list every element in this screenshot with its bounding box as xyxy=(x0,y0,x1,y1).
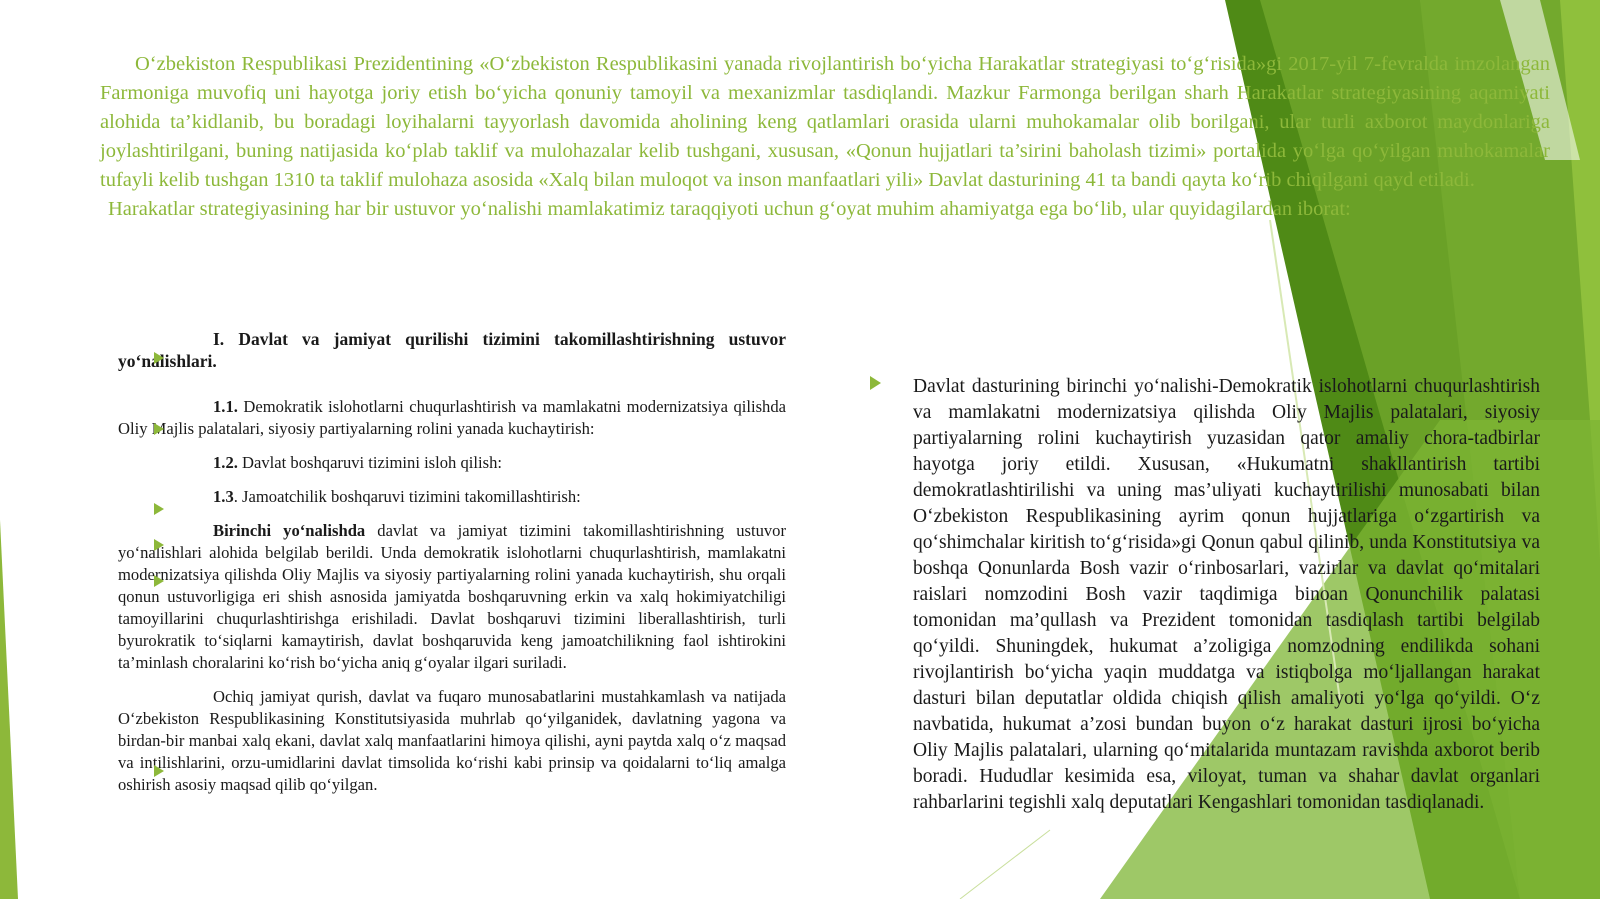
thin-line-bottom xyxy=(960,830,1050,899)
item-text: Demokratik islohotlarni chuqurlashtirish va mamlakatni modernizatsiya qilishda Oliy Majlis palatalari, siyosiy partiyalarning rolini yanada kuchaytirish: xyxy=(118,397,786,438)
bullet-arrow-icon xyxy=(154,503,164,515)
bullet-arrow-icon xyxy=(154,539,164,551)
item-number: 1.3 xyxy=(213,487,234,506)
left-column xyxy=(118,328,786,796)
item-number: 1.2. xyxy=(213,453,238,472)
open-society-paragraph: Ochiq jamiyat qurish, davlat va fuqaro munosabatlarini mustahkamlash va natijada O‘zbekiston Respublikasining Konstitutsiyasida muhrlab qo‘yilganidek, davlatning yagona va birdan-bir manbai xalq ekani, davlat xalq manfaatlarini himoya qilishi, ayni paytda xalq o‘z maqsad va intilishlarini, orzu-umidlarini davlat timsolida ko‘rishi kabi prinsip va qoidalarni to‘liq amalga oshirish asosiy maqsad qilib qo‘yilgan. xyxy=(118,687,786,794)
intro-paragraph: O‘zbekiston Respublikasi Prezidentining «O‘zbekiston Respublikasini yanada rivojlantirish bo‘yicha Harakatlar strategiyasi to‘g‘risida»gi 2017-yil 7-fevralda imzolangan Farmoniga muvofiq uni hayotga joriy etish bo‘yicha qonuniy tamoyil va mexanizmlar tasdiqlandi. Mazkur Farmonga berilgan sharh Harakatlar strategiyasining aqamiyati alohida ta’kidlanib, bu boradagi loyihalarni tayyorlash davomida aholining keng qatlamlari orasida ularni muhokamalar olib borilgani, ular turli axborot maydonlariga joylashtirilgani, buning natijasida ko‘plab taklif va mulohazalar kelib tushgani, xususan, «Qonun hujjatlari ta’sirini baholash tizimi» portalida yo‘lga qo‘yilgan muhokamalar tufayli kelib tushgan 1310 ta taklif mulohaza asosida «Xalq bilan muloqot va inson manfaatlari yili» Davlat dasturining 41 ta bandi qayta ko‘rib chiqilgani qayd etiladi. xyxy=(100,53,1550,191)
intro-summary-paragraph: Harakatlar strategiyasining har bir ustuvor yo‘nalishi mamlakatimiz taraqqiyoti uchun g‘oyat muhim ahamiyatga ega bo‘lib, ular quyidagilardan iborat: xyxy=(108,198,1351,220)
bullet-arrow-icon xyxy=(870,376,881,390)
section-heading: I. Davlat va jamiyat qurilishi tizimini takomillashtirishning ustuvor yo‘nalishlari. xyxy=(118,329,786,371)
right-column-text: Davlat dasturining birinchi yo‘nalishi-Demokratik islohotlarni chuqurlashtirish va mamlakatni modernizatsiya qilishda Oliy Majlis palatalari, siyosiy partiyalarning rolini kuchaytirish yuzasidan qator amaliy chora-tadbirlar hayotga joriy etildi. Xususan, «Hukumatni shakllantirish tartibi demokratlashtirilishi va uning mas’uliyati kuchaytirilishi munosabati bilan O‘zbekiston Respublikasining ayrim qonun hujjatlariga o‘zgartirish va qo‘shimchalar kiritish to‘g‘risida»gi Qonun qabul qilinib, unda Konstitutsiya va boshqa Qonunlarda Bosh vazir o‘rinbosarlari, vazirlar va davlat qo‘mitalari raislari nomzodini Bosh vazir taqdimiga binoan Qonunchilik palatasi tomonidan ma’qullash va Prezident tomonidan tasdiqlash tartibi belgilab qo‘yildi. Shuningdek, hukumat a’zoligiga nomzodning endilikda sohani rivojlantirish bo‘yicha yaqin muddatga va istiqbolga mo‘ljallangan harakat dasturi bilan deputatlar oldida chiqish qilish amaliyoti yo‘lga qo‘yildi. O‘z navbatida, hukumat a’zosi bundan buyon o‘z harakat dasturi ijrosi bo‘yicha Oliy Majlis palatalari, ularning qo‘mitalarida muntazam ravishda axborot berib boradi. Hududlar kesimida esa, viloyat, tuman va shahar davlat organlari rahbarlarini tegishli xalq deputatlari Kengashlari tomonidan tasdiqlanadi. xyxy=(913,376,1540,813)
list-item-1-1 xyxy=(118,396,786,440)
bullet-arrow-icon xyxy=(154,575,164,587)
bullet-arrow-icon xyxy=(154,765,164,777)
bullet-arrow-icon xyxy=(154,423,164,435)
bold-lead: Birinchi yo‘nalishda xyxy=(213,521,366,540)
bullet-arrow-icon xyxy=(154,352,164,364)
first-direction-paragraph xyxy=(118,520,786,674)
list-item-1-2 xyxy=(118,452,786,474)
item-number: 1.1. xyxy=(213,397,238,416)
left-edge-shape xyxy=(0,520,18,899)
item-text: Davlat boshqaruvi tizimini isloh qilish: xyxy=(237,453,502,472)
list-item-1-3 xyxy=(118,486,786,508)
item-text: . Jamoatchilik boshqaruvi tizimini takomillashtirish: xyxy=(233,487,581,506)
paragraph-text: davlat va jamiyat tizimini takomillashtirishning ustuvor yo‘nalishlari alohida belgilab berildi. Unda demokratik islohotlarni chuqurlashtirish, mamlakatni modernizatsiya qilishda Oliy Majlis va siyosiy partiyalarning rolini yanada kuchaytirish, shu orqali qonun ustuvorligiga eri shish asnosida jamiyatda boshqaruvning erkin va xalq hokimiyatchiligi tamoyillarini chuqurlashtirishga erishiladi. Davlat boshqaruvi tizimini liberallashtirish, turli byurokratik to‘siqlarni kamaytirish, davlat boshqaruvida keng jamoatchilikning faol ishtirokini ta’minlash choralarini ko‘rish bo‘yicha aniq g‘oyalar ilgari suriladi. xyxy=(118,521,787,672)
intro-text-block xyxy=(100,50,1550,224)
